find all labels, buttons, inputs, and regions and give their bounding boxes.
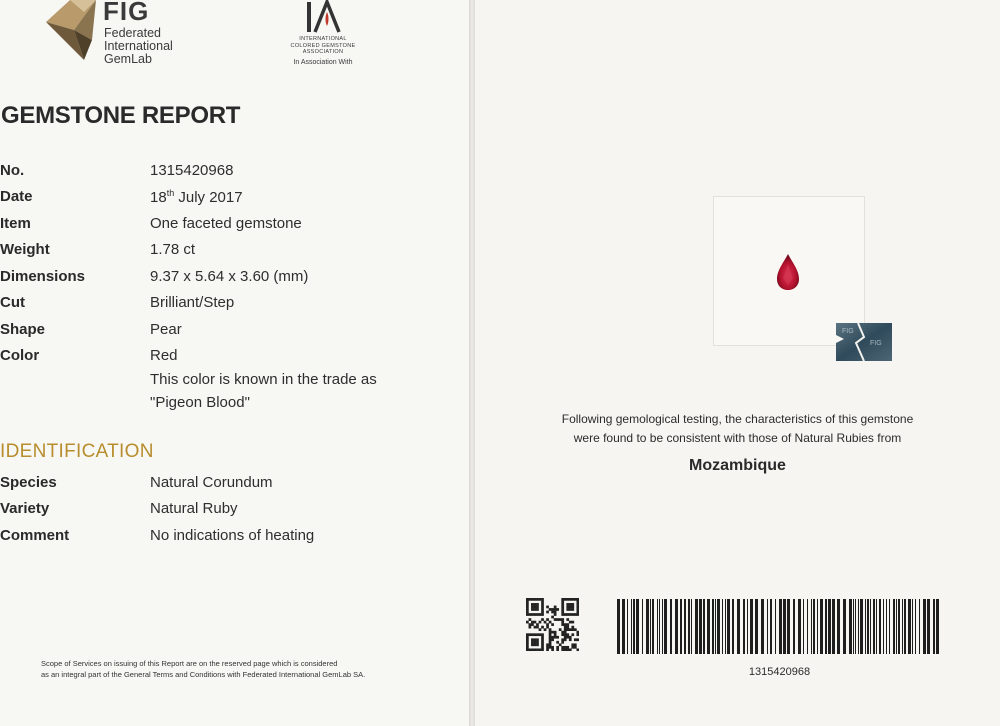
- scope-of-services-note: [41, 658, 365, 680]
- field-label: Item: [0, 215, 31, 232]
- date-ordinal: th: [166, 188, 175, 198]
- date-month-year: July 2017: [174, 189, 243, 206]
- date-day: 18: [150, 189, 167, 206]
- scope-line: as an integral part of the General Terms and Conditions with Federated International GemLab SA.: [41, 670, 366, 679]
- report-left-page: [0, 0, 471, 726]
- field-label: Species: [0, 474, 57, 491]
- field-value: Natural Ruby: [150, 500, 238, 517]
- icga-association-label: In Association With: [293, 58, 353, 66]
- field-value: Red: [150, 347, 178, 364]
- icga-name-line: INTERNATIONAL: [299, 36, 347, 42]
- fig-hologram-seal-icon: [834, 321, 894, 363]
- fig-logo-text: FIG: [103, 0, 150, 26]
- report-title: GEMSTONE REPORT: [1, 102, 241, 129]
- icga-mark-icon: [298, 0, 348, 34]
- hologram-text: FIG: [842, 328, 854, 335]
- ruby-gemstone-image: [775, 252, 801, 292]
- field-value: No indications of heating: [150, 527, 315, 544]
- fig-lab-name: [104, 27, 173, 66]
- field-label: Cut: [0, 294, 25, 311]
- field-label: Shape: [0, 321, 46, 338]
- field-label: Comment: [0, 527, 70, 544]
- field-value: 9.37 x 5.64 x 3.60 (mm): [150, 268, 309, 285]
- field-value: Natural Corundum: [150, 474, 273, 491]
- finding-line: were found to be consistent with those of Natural Rubies from: [573, 431, 902, 445]
- field-label: Color: [0, 347, 40, 364]
- icga-name-line: COLORED GEMSTONE: [290, 42, 356, 49]
- fig-logo-icon: [44, 0, 96, 60]
- gemological-finding: [475, 410, 1000, 448]
- field-label: Weight: [0, 241, 50, 258]
- icga-name: [282, 36, 364, 56]
- field-label: No.: [0, 162, 25, 179]
- fig-name-line: International: [104, 39, 173, 53]
- field-label: Date: [0, 188, 33, 205]
- field-value: Pear: [150, 321, 182, 338]
- identification-heading: IDENTIFICATION: [0, 441, 154, 462]
- qr-code-icon: [526, 598, 579, 651]
- field-value: [150, 188, 243, 206]
- field-value: One faceted gemstone: [150, 215, 302, 232]
- color-note-line: "Pigeon Blood": [150, 394, 250, 411]
- barcode-number: 1315420968: [748, 666, 811, 678]
- scope-line: Scope of Services on issuing of this Report are on the reserved page which is considered: [41, 659, 338, 668]
- field-value: 1315420968: [150, 162, 234, 179]
- field-label: Variety: [0, 500, 50, 517]
- fig-name-line: GemLab: [104, 52, 152, 66]
- field-value: 1.78 ct: [150, 241, 196, 258]
- origin-country: Mozambique: [689, 457, 786, 474]
- report-right-page: [475, 0, 1000, 726]
- field-label: Dimensions: [0, 268, 86, 285]
- color-note-line: This color is known in the trade as: [150, 371, 377, 388]
- field-value: Brilliant/Step: [150, 294, 235, 311]
- barcode-icon: [617, 599, 942, 654]
- icga-logo: [282, 0, 364, 66]
- icga-name-line: ASSOCIATION: [302, 49, 344, 55]
- finding-line: Following gemological testing, the characteristics of this gemstone: [561, 412, 914, 426]
- fig-name-line: Federated: [104, 26, 161, 40]
- hologram-text: FIG: [870, 340, 882, 347]
